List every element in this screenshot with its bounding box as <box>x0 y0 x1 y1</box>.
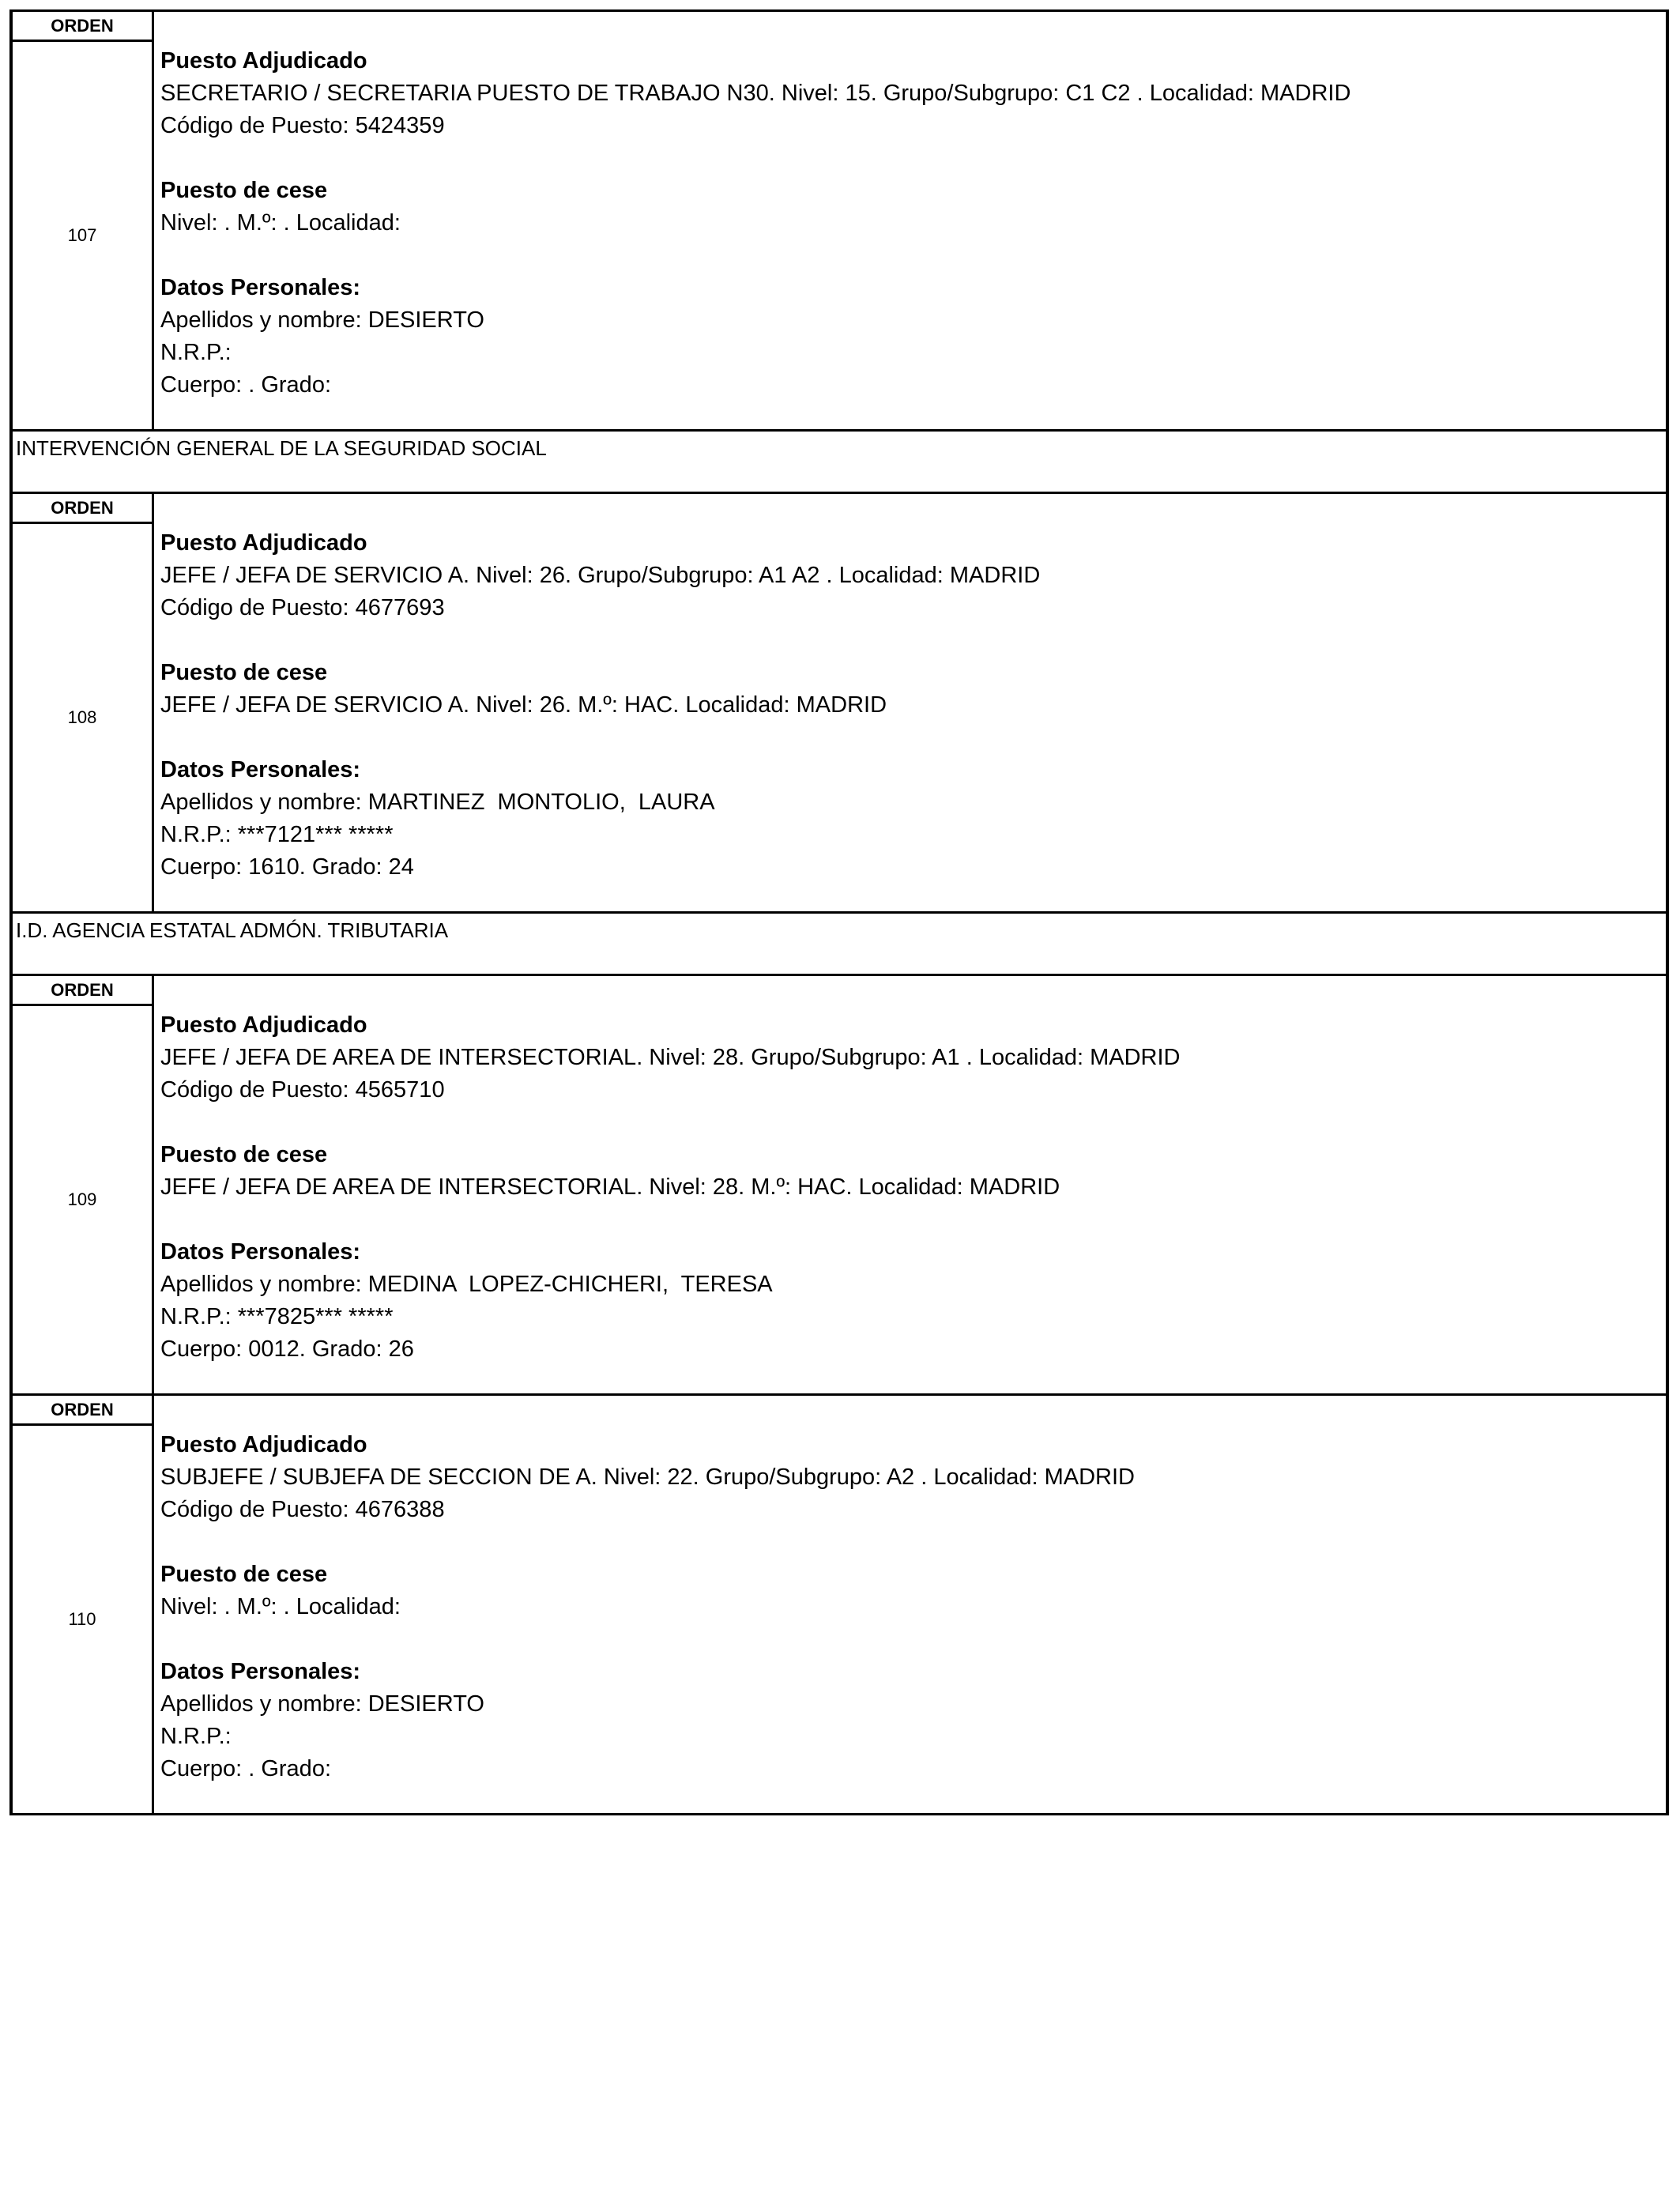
cese-heading: Puesto de cese <box>160 178 328 203</box>
orden-column <box>13 1396 154 1813</box>
section-heading: I.D. AGENCIA ESTATAL ADMÓN. TRIBUTARIA <box>9 911 1669 976</box>
apellidos-nombre: Apellidos y nombre: MARTINEZ MONTOLIO, LAURA <box>160 790 715 815</box>
nrp: N.R.P.: <box>160 340 232 365</box>
apellidos-nombre: Apellidos y nombre: DESIERTO <box>160 1691 484 1717</box>
document-table <box>9 9 1669 1815</box>
orden-number: 107 <box>67 225 97 245</box>
cuerpo-grado: Cuerpo: 1610. Grado: 24 <box>160 854 414 880</box>
codigo-puesto: Código de Puesto: 4677693 <box>160 595 445 620</box>
record-109 <box>9 974 1669 1396</box>
orden-column <box>13 494 154 911</box>
orden-number: 109 <box>67 1189 97 1209</box>
record-details <box>154 1396 1666 1813</box>
section-heading: INTERVENCIÓN GENERAL DE LA SEGURIDAD SOCIAL <box>9 429 1669 494</box>
cese-heading: Puesto de cese <box>160 660 328 685</box>
adjudicado-heading: Puesto Adjudicado <box>160 1432 367 1457</box>
orden-label: ORDEN <box>13 12 152 42</box>
cese-text: Nivel: . M.º: . Localidad: <box>160 1594 401 1619</box>
orden-number: 110 <box>68 1609 96 1629</box>
adjudicado-text: SECRETARIO / SECRETARIA PUESTO DE TRABAJO N30. Nivel: 15. Grupo/Subgrupo: C1 C2 . Localidad: MADRID <box>160 81 1351 106</box>
cese-text: JEFE / JEFA DE AREA DE INTERSECTORIAL. Nivel: 28. M.º: HAC. Localidad: MADRID <box>160 1174 1060 1200</box>
cuerpo-grado: Cuerpo: 0012. Grado: 26 <box>160 1336 414 1362</box>
codigo-puesto: Código de Puesto: 4565710 <box>160 1077 445 1103</box>
adjudicado-heading: Puesto Adjudicado <box>160 48 367 74</box>
apellidos-nombre: Apellidos y nombre: DESIERTO <box>160 307 484 333</box>
cuerpo-grado: Cuerpo: . Grado: <box>160 1756 331 1781</box>
record-107 <box>9 9 1669 432</box>
cese-text: Nivel: . M.º: . Localidad: <box>160 210 401 236</box>
adjudicado-text: JEFE / JEFA DE SERVICIO A. Nivel: 26. Grupo/Subgrupo: A1 A2 . Localidad: MADRID <box>160 563 1041 588</box>
nrp: N.R.P.: ***7825*** ***** <box>160 1304 394 1329</box>
nrp: N.R.P.: <box>160 1724 232 1749</box>
orden-number: 108 <box>67 707 97 727</box>
adjudicado-heading: Puesto Adjudicado <box>160 530 367 556</box>
apellidos-nombre: Apellidos y nombre: MEDINA LOPEZ-CHICHERI, TERESA <box>160 1272 773 1297</box>
record-details <box>154 976 1666 1393</box>
cese-heading: Puesto de cese <box>160 1142 328 1167</box>
adjudicado-text: JEFE / JEFA DE AREA DE INTERSECTORIAL. Nivel: 28. Grupo/Subgrupo: A1 . Localidad: MADRID <box>160 1045 1181 1070</box>
cuerpo-grado: Cuerpo: . Grado: <box>160 372 331 398</box>
record-108 <box>9 492 1669 914</box>
orden-label: ORDEN <box>13 976 152 1006</box>
record-details <box>154 494 1666 911</box>
orden-column <box>13 976 154 1393</box>
cese-text: JEFE / JEFA DE SERVICIO A. Nivel: 26. M.º: HAC. Localidad: MADRID <box>160 692 887 718</box>
adjudicado-text: SUBJEFE / SUBJEFA DE SECCION DE A. Nivel: 22. Grupo/Subgrupo: A2 . Localidad: MADRID <box>160 1465 1135 1490</box>
orden-label: ORDEN <box>13 1396 152 1426</box>
codigo-puesto: Código de Puesto: 4676388 <box>160 1497 445 1522</box>
personales-heading: Datos Personales: <box>160 757 361 782</box>
adjudicado-heading: Puesto Adjudicado <box>160 1012 367 1038</box>
orden-label: ORDEN <box>13 494 152 524</box>
cese-heading: Puesto de cese <box>160 1562 328 1587</box>
record-110 <box>9 1393 1669 1815</box>
nrp: N.R.P.: ***7121*** ***** <box>160 822 394 847</box>
personales-heading: Datos Personales: <box>160 1659 361 1684</box>
codigo-puesto: Código de Puesto: 5424359 <box>160 113 445 138</box>
record-details <box>154 12 1666 429</box>
personales-heading: Datos Personales: <box>160 275 361 300</box>
personales-heading: Datos Personales: <box>160 1239 361 1265</box>
orden-column <box>13 12 154 429</box>
